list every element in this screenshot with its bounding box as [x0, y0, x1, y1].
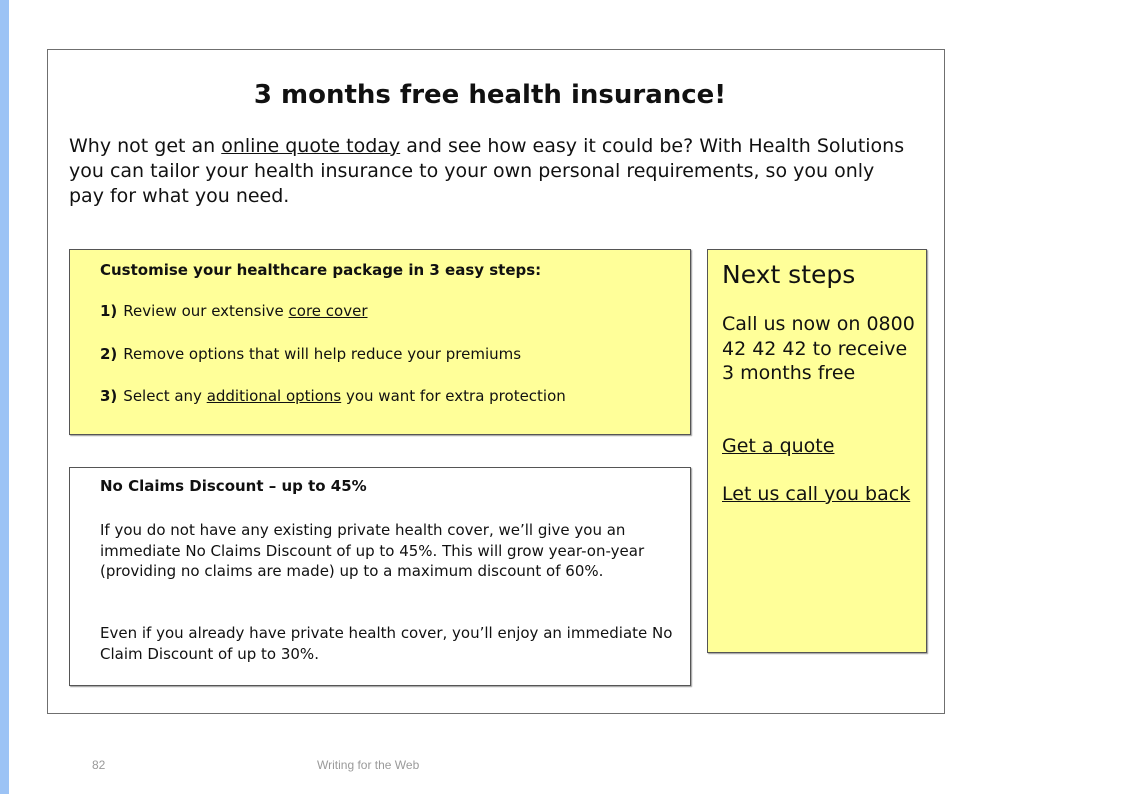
next-steps-box: [707, 249, 927, 653]
intro-text-end: and see how easy it could be? With Health Solutions you can tailor your health insurance to your own personal requirements, so you only pay for what you need.: [69, 135, 905, 207]
claims-heading: No Claims Discount – up to 45%: [100, 477, 367, 495]
intro-text-start: Why not get an: [69, 135, 222, 157]
intro-paragraph: [69, 134, 909, 209]
step-item-1: [100, 302, 368, 320]
page-title: 3 months free health insurance!: [253, 80, 727, 110]
step-text-end: you want for extra protection: [341, 387, 566, 405]
next-steps-heading: Next steps: [722, 260, 856, 289]
claims-paragraph-2: Even if you already have private health cover, you’ll enjoy an immediate No Claim Discount of up to 30%.: [100, 624, 673, 663]
online-quote-link[interactable]: online quote today: [221, 135, 401, 157]
no-claims-box: [69, 467, 691, 686]
get-quote-link[interactable]: Get a quote: [722, 435, 835, 457]
call-back-link[interactable]: Let us call you back: [722, 483, 911, 505]
steps-box: [69, 249, 691, 435]
step-text: Remove options that will help reduce your premiums: [123, 345, 522, 363]
core-cover-link[interactable]: core cover: [288, 302, 368, 320]
accent-bar: [0, 0, 9, 794]
footer-title: Writing for the Web: [317, 758, 420, 772]
claims-paragraph-1: If you do not have any existing private health cover, we’ll give you an immediate No Claims Discount of up to 45%. This will grow year-on-year (providing no claims are made) up to a maximum discount of 60%.: [100, 521, 645, 580]
steps-heading: Customise your healthcare package in 3 easy steps:: [100, 261, 542, 279]
step-number: 2): [100, 345, 118, 363]
step-text: Select any: [123, 387, 207, 405]
step-item-3: [100, 387, 566, 405]
call-us-text: Call us now on 0800 42 42 42 to receive 3 months free: [722, 313, 915, 384]
step-number: 3): [100, 387, 118, 405]
step-number: 1): [100, 302, 118, 320]
step-text: Review our extensive: [123, 302, 289, 320]
additional-options-link[interactable]: additional options: [206, 387, 342, 405]
slide-frame: [47, 49, 945, 714]
step-item-2: [100, 345, 521, 363]
page-number: 82: [92, 758, 106, 772]
